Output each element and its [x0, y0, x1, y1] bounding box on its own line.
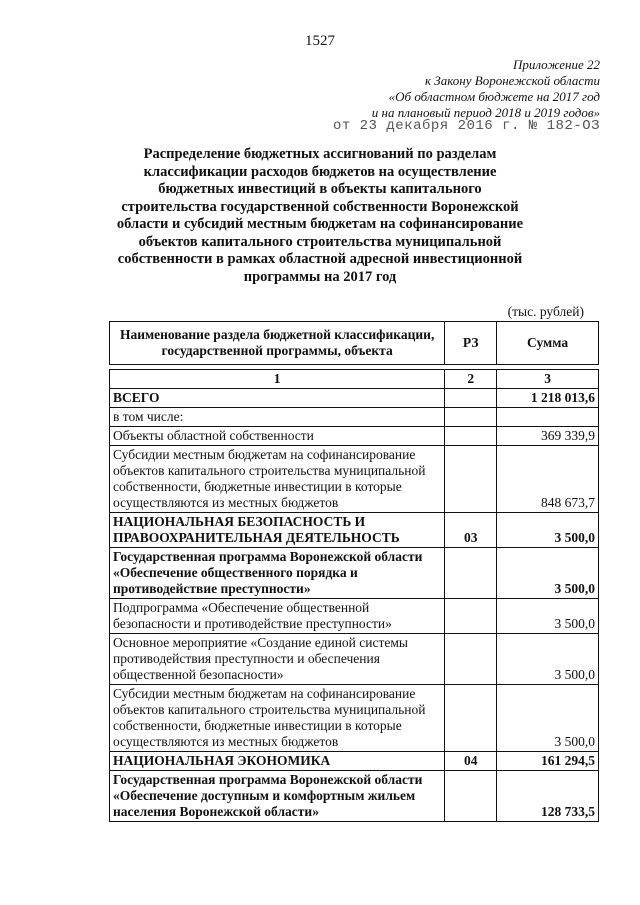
row-name-cell: НАЦИОНАЛЬНАЯ ЭКОНОМИКА: [110, 752, 445, 771]
row-sum-cell: 848 673,7: [497, 446, 599, 513]
row-rz-cell: [445, 427, 497, 446]
row-name-cell: Объекты областной собственности: [110, 427, 445, 446]
table-header-row: [110, 322, 599, 365]
table-row: [110, 408, 599, 427]
row-name-cell: Подпрограмма «Обеспечение общественной безопасности и противодействие преступности»: [110, 599, 445, 634]
appendix-line: Приложение 22: [512, 57, 600, 72]
row-name-cell: Государственная программа Воронежской области «Обеспечение доступным и комфортным жильем населения Воронежской области»: [110, 771, 445, 822]
row-rz-cell: [445, 771, 497, 822]
row-name-cell: НАЦИОНАЛЬНАЯ БЕЗОПАСНОСТЬ И ПРАВООХРАНИТЕЛЬНАЯ ДЕЯТЕЛЬНОСТЬ: [110, 513, 445, 548]
header-rz: РЗ: [445, 322, 497, 365]
row-rz-cell: [445, 548, 497, 599]
row-rz-cell: [445, 685, 497, 752]
column-number: 1: [110, 370, 445, 389]
column-number: 3: [497, 370, 599, 389]
table-row: [110, 427, 599, 446]
table-row: [110, 752, 599, 771]
table-row: [110, 513, 599, 548]
row-rz-cell: 04: [445, 752, 497, 771]
table-row: [110, 548, 599, 599]
column-number-row: [110, 370, 599, 389]
law-date-stamp: от 23 декабря 2016 г. № 182-ОЗ: [332, 118, 600, 134]
row-rz-cell: [445, 408, 497, 427]
row-sum-cell: [497, 408, 599, 427]
appendix-line: к Закону Воронежской области: [424, 73, 600, 88]
page-number: 1527: [305, 33, 335, 49]
table-row: [110, 446, 599, 513]
appendix-line: и на плановый период 2018 и 2019 годов»: [371, 105, 600, 120]
row-sum-cell: 3 500,0: [497, 685, 599, 752]
row-sum-cell: 3 500,0: [497, 599, 599, 634]
row-sum-cell: 369 339,9: [497, 427, 599, 446]
row-name-cell: Субсидии местным бюджетам на софинансирование объектов капитального строительства муниципальной собственности, бюджетные инвестиции в которые осуществляются из местных бюджетов: [110, 446, 445, 513]
row-rz-cell: [445, 446, 497, 513]
row-rz-cell: 03: [445, 513, 497, 548]
units-label: (тыс. рублей): [507, 304, 584, 319]
row-rz-cell: [445, 389, 497, 408]
appendix-note: [372, 57, 600, 121]
row-rz-cell: [445, 599, 497, 634]
row-name-cell: ВСЕГО: [110, 389, 445, 408]
row-rz-cell: [445, 634, 497, 685]
row-sum-cell: 128 733,5: [497, 771, 599, 822]
row-sum-cell: 161 294,5: [497, 752, 599, 771]
table-row: [110, 685, 599, 752]
row-sum-cell: 3 500,0: [497, 548, 599, 599]
row-name-cell: в том числе:: [110, 408, 445, 427]
row-name-cell: Основное мероприятие «Создание единой системы противодействия преступности и обеспечения общественной безопасности»: [110, 634, 445, 685]
header-name: Наименование раздела бюджетной классификации, государственной программы, объекта: [110, 322, 445, 365]
header-sum: Сумма: [497, 322, 599, 365]
table-row: [110, 389, 599, 408]
table-row: [110, 771, 599, 822]
document-title: Распределение бюджетных ассигнований по разделам классификации расходов бюджетов на осуществление бюджетных инвестиций в объекты капитального строительства государственной собственности Воронежской области и субсидий местным бюджетам на софинансирование объектов капитального строительства муниципальной собственности в рамках областной адресной инвестиционной программы на 2017 год: [116, 146, 524, 285]
column-number: 2: [445, 370, 497, 389]
row-name-cell: Субсидии местным бюджетам на софинансирование объектов капитального строительства муниципальной собственности, бюджетные инвестиции в которые осуществляются из местных бюджетов: [110, 685, 445, 752]
budget-table: [109, 321, 599, 822]
table-row: [110, 634, 599, 685]
table-row: [110, 599, 599, 634]
row-sum-cell: 3 500,0: [497, 634, 599, 685]
row-sum-cell: 1 218 013,6: [497, 389, 599, 408]
appendix-line: «Об областном бюджете на 2017 год: [388, 89, 600, 104]
row-sum-cell: 3 500,0: [497, 513, 599, 548]
row-name-cell: Государственная программа Воронежской области «Обеспечение общественного порядка и противодействие преступности»: [110, 548, 445, 599]
